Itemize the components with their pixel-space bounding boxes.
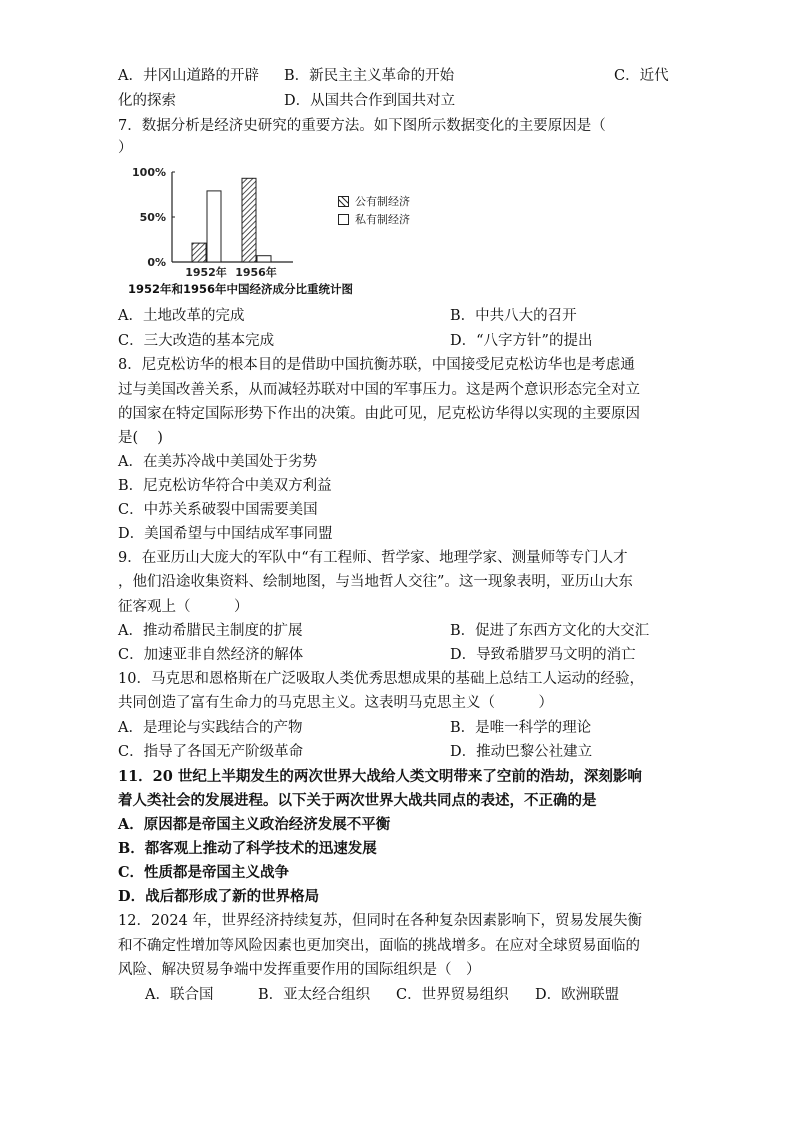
bar-public-1 — [242, 178, 256, 262]
q12-line2: 和不确定性增加等风险因素也更加突出，面临的挑战增多。在应对全球贸易面临的 — [118, 938, 640, 954]
bar-chart-svg — [118, 160, 358, 280]
q11-option-a: A．原因都是帝国主义政治经济发展不平衡 — [118, 816, 391, 833]
q6-option-c-part1: C．近代 — [614, 68, 669, 84]
q12-option-d: D．欧洲联盟 — [535, 987, 620, 1003]
hatched-swatch-icon — [338, 196, 349, 207]
q7-stem-line2: ） — [118, 140, 133, 156]
y-tick-label: 100% — [132, 166, 166, 179]
bar-private-1 — [257, 256, 271, 262]
q6-option-c-part2: 化的探索 — [118, 93, 176, 109]
q6-option-d: D．从国共合作到国共对立 — [284, 93, 456, 109]
q9-line2: ，他们沿途收集资料、绘制地图，与当地哲人交往”。这一现象表明，亚历山大东 — [118, 574, 633, 590]
q10-option-b: B．是唯一科学的理论 — [450, 720, 592, 736]
q11-option-b: B．都客观上推动了科学技术的迅速发展 — [118, 840, 377, 857]
q11-option-d: D．战后都形成了新的世界格局 — [118, 888, 320, 905]
q8-line3: 的国家在特定国际形势下作出的决策。由此可见，尼克松访华得以实现的主要原因 — [118, 406, 640, 422]
q12-line3: 风险、解决贸易争端中发挥重要作用的国际组织是（ ） — [118, 962, 481, 978]
q7-option-c: C．三大改造的基本完成 — [118, 333, 275, 349]
x-tick-label: 1952年 — [185, 266, 227, 279]
q8-line1: 8．尼克松访华的根本目的是借助中国抗衡苏联，中国接受尼克松访华也是考虑通 — [118, 357, 635, 373]
q7-stem-line1: 7．数据分析是经济史研究的重要方法。如下图所示数据变化的主要原因是（ — [118, 118, 606, 134]
legend-item-public — [338, 192, 410, 210]
blank-swatch-icon — [338, 214, 349, 225]
q10-option-c: C．指导了各国无产阶级革命 — [118, 744, 304, 760]
legend-label-public: 公有制经济 — [355, 195, 410, 208]
q10-line2: 共同创造了富有生命力的马克思主义。这表明马克思主义（ ） — [118, 695, 553, 711]
chart-legend — [338, 192, 410, 228]
q10-line1: 10．马克思和恩格斯在广泛吸取人类优秀思想成果的基础上总结工人运动的经验， — [118, 671, 644, 687]
q12-option-b: B．亚太经合组织 — [258, 987, 371, 1003]
q9-option-c: C．加速亚非自然经济的解体 — [118, 647, 304, 663]
q7-option-d: D．“八字方针”的提出 — [450, 333, 593, 349]
q10-option-d: D．推动巴黎公社建立 — [450, 744, 593, 760]
q8-line2: 过与美国改善关系，从而减轻苏联对中国的军事压力。这是两个意识形态完全对立 — [118, 382, 640, 398]
q7-bar-chart — [118, 160, 358, 300]
q11-option-c: C．性质都是帝国主义战争 — [118, 864, 290, 881]
q8-option-d: D．美国希望与中国结成军事同盟 — [118, 526, 333, 542]
bar-public-0 — [192, 243, 206, 262]
q12-line1: 12．2024 年，世界经济持续复苏，但同时在各种复杂因素影响下，贸易发展失衡 — [118, 913, 642, 929]
q8-option-a: A．在美苏冷战中美国处于劣势 — [118, 454, 317, 470]
y-tick-label: 50% — [139, 211, 166, 224]
bar-private-0 — [207, 191, 221, 262]
q9-option-d: D．导致希腊罗马文明的消亡 — [450, 647, 636, 663]
y-tick-label: 0% — [147, 256, 166, 269]
q8-line4: 是( ) — [118, 430, 163, 446]
q12-option-c: C．世界贸易组织 — [396, 987, 509, 1003]
q11-line2: 着人类社会的发展进程。以下关于两次世界大战共同点的表述，不正确的是 — [118, 792, 597, 809]
q11-line1: 11．20 世纪上半期发生的两次世界大战给人类文明带来了空前的浩劫，深刻影响 — [118, 768, 642, 785]
q6-option-b: B．新民主主义革命的开始 — [284, 68, 455, 84]
q9-option-b: B．促进了东西方文化的大交汇 — [450, 623, 650, 639]
q8-option-c: C．中苏关系破裂中国需要美国 — [118, 502, 318, 518]
q6-option-a: A．井冈山道路的开辟 — [118, 68, 259, 84]
legend-item-private — [338, 210, 410, 228]
q12-option-a: A．联合国 — [145, 987, 214, 1003]
q10-option-a: A．是理论与实践结合的产物 — [118, 720, 303, 736]
q9-line3: 征客观上（ ） — [118, 599, 249, 615]
x-tick-label: 1956年 — [235, 266, 277, 279]
q9-option-a: A．推动希腊民主制度的扩展 — [118, 623, 303, 639]
chart-title: 1952年和1956年中国经济成分比重统计图 — [128, 282, 354, 296]
q7-option-a: A．土地改革的完成 — [118, 308, 245, 324]
q7-option-b: B．中共八大的召开 — [450, 308, 577, 324]
q8-option-b: B．尼克松访华符合中美双方利益 — [118, 478, 332, 494]
legend-label-private: 私有制经济 — [355, 213, 410, 226]
q9-line1: 9．在亚历山大庞大的军队中“有工程师、哲学家、地理学家、测量师等专门人才 — [118, 550, 628, 566]
